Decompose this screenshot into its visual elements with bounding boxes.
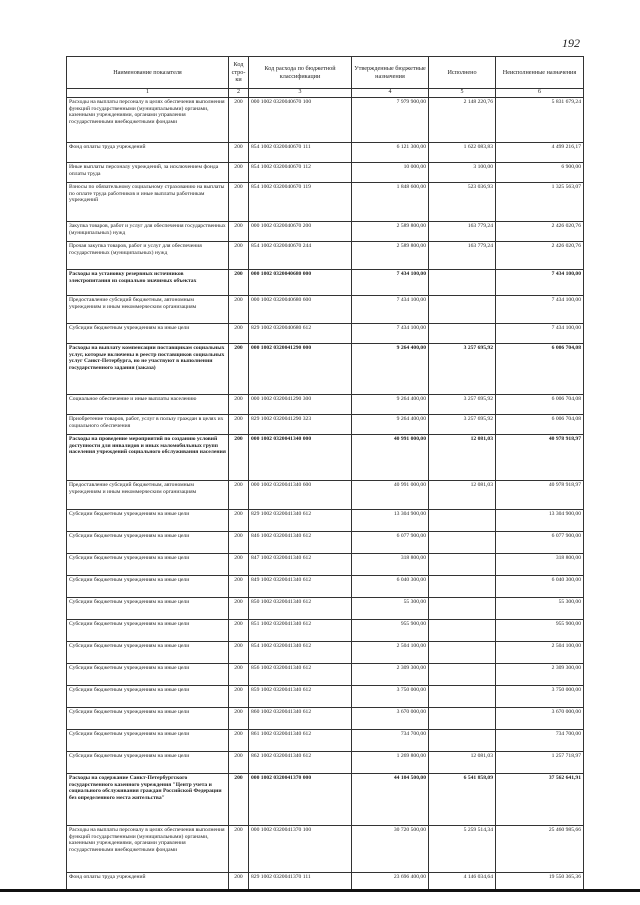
row-remaining: 55 300,00 — [496, 598, 584, 620]
row-remaining: 19 550 365,36 — [496, 873, 584, 890]
row-indicator-name: Субсидии бюджетным учреждениям на иные цели — [67, 686, 229, 708]
row-budget-code: 850 1002 0320041340 612 — [249, 598, 352, 620]
row-executed — [429, 598, 496, 620]
row-indicator-name: Взносы по обязательному социальному страхованию на выплаты по оплате труда работников и иные выплаты работникам учреждений — [67, 183, 229, 222]
row-approved: 3 670 000,00 — [352, 708, 429, 730]
row-indicator-name: Субсидии бюджетным учреждениям на иные цели — [67, 620, 229, 642]
row-line-code: 200 — [229, 183, 249, 222]
row-approved: 734 700,00 — [352, 730, 429, 752]
row-indicator-name: Субсидии бюджетным учреждениям на иные цели — [67, 708, 229, 730]
table-row — [67, 183, 584, 222]
row-line-code: 200 — [229, 324, 249, 344]
row-remaining: 2 426 020,76 — [496, 222, 584, 242]
row-indicator-name: Расходы на выплаты персоналу в целях обеспечения выполнения функций государственными (муниципальными) органами, казенными учреждениями, органами управления государственными внебюджетными фондами — [67, 826, 229, 873]
row-indicator-name: Приобретение товаров, работ, услуг в пользу граждан в целях их социального обеспечения — [67, 415, 229, 435]
row-indicator-name: Субсидии бюджетным учреждениям на иные цели — [67, 532, 229, 554]
row-indicator-name: Расходы на установку резервных источников электропитания из социально значимых объектах — [67, 270, 229, 296]
row-executed — [429, 730, 496, 752]
row-line-code: 200 — [229, 686, 249, 708]
table-row — [67, 730, 584, 752]
row-budget-code: 829 1002 0320041370 111 — [249, 873, 352, 890]
column-number-row — [67, 89, 584, 98]
row-line-code: 200 — [229, 415, 249, 435]
row-approved: 55 300,00 — [352, 598, 429, 620]
table-row — [67, 415, 584, 435]
row-executed — [429, 620, 496, 642]
row-remaining: 7 434 100,00 — [496, 324, 584, 344]
row-indicator-name: Субсидии бюджетным учреждениям на иные цели — [67, 554, 229, 576]
row-indicator-name: Субсидии бюджетным учреждениям на иные цели — [67, 730, 229, 752]
row-budget-code: 847 1002 0320041340 612 — [249, 554, 352, 576]
row-executed: 163 779,24 — [429, 222, 496, 242]
row-executed: 3 257 695,92 — [429, 395, 496, 415]
row-approved: 9 264 400,00 — [352, 344, 429, 395]
row-approved: 1 269 800,00 — [352, 752, 429, 774]
table-row — [67, 222, 584, 242]
row-line-code: 200 — [229, 270, 249, 296]
row-indicator-name: Иные выплаты персоналу учреждений, за исключением фонда оплаты труда — [67, 163, 229, 183]
page-number: 192 — [562, 36, 580, 50]
row-executed — [429, 642, 496, 664]
row-remaining: 13 304 900,00 — [496, 510, 584, 532]
row-approved: 318 800,00 — [352, 554, 429, 576]
row-approved: 3 750 000,00 — [352, 686, 429, 708]
row-budget-code: 000 1002 0320041370 100 — [249, 826, 352, 873]
row-budget-code: 000 1002 0320040680 600 — [249, 296, 352, 324]
row-remaining: 955 900,00 — [496, 620, 584, 642]
row-remaining: 6 040 300,00 — [496, 576, 584, 598]
row-indicator-name: Расходы на выплаты персоналу в целях обеспечения выполнения функций государственными (муниципальными) органами, казенными учреждениями, органами управления государственными внебюджетными фондами — [67, 98, 229, 143]
row-budget-code: 000 1002 0320041340 600 — [249, 481, 352, 510]
row-remaining: 6 900,00 — [496, 163, 584, 183]
row-indicator-name: Предоставление субсидий бюджетным, автономным учреждениям и иным некоммерческим организациям — [67, 481, 229, 510]
row-approved: 7 434 100,00 — [352, 324, 429, 344]
row-budget-code: 854 1002 0320040670 111 — [249, 143, 352, 163]
row-approved: 40 991 000,00 — [352, 481, 429, 510]
table-row — [67, 598, 584, 620]
row-remaining: 1 257 718,97 — [496, 752, 584, 774]
table-row — [67, 554, 584, 576]
row-executed: 12 081,03 — [429, 752, 496, 774]
row-remaining: 7 434 100,00 — [496, 296, 584, 324]
table-row — [67, 324, 584, 344]
row-budget-code: 000 1002 0320041340 000 — [249, 435, 352, 481]
header-budget-code: Код расхода по бюджетной классификации — [249, 57, 352, 89]
table-row — [67, 163, 584, 183]
column-number: 4 — [352, 89, 429, 98]
row-indicator-name: Фонд оплаты труда учреждений — [67, 143, 229, 163]
row-line-code: 200 — [229, 481, 249, 510]
row-line-code: 200 — [229, 598, 249, 620]
row-budget-code: 856 1002 0320041340 612 — [249, 664, 352, 686]
row-approved: 40 991 000,00 — [352, 435, 429, 481]
table-row — [67, 620, 584, 642]
row-line-code: 200 — [229, 554, 249, 576]
table-row — [67, 873, 584, 890]
table-row — [67, 481, 584, 510]
row-budget-code: 000 1002 0320041290 300 — [249, 395, 352, 415]
row-budget-code: 854 1002 0320040670 112 — [249, 163, 352, 183]
row-remaining: 7 434 100,00 — [496, 270, 584, 296]
row-line-code: 200 — [229, 296, 249, 324]
row-approved: 6 077 900,00 — [352, 532, 429, 554]
row-approved: 2 504 100,00 — [352, 642, 429, 664]
row-line-code: 200 — [229, 730, 249, 752]
row-budget-code: 829 1002 0320041290 323 — [249, 415, 352, 435]
row-approved: 6 040 300,00 — [352, 576, 429, 598]
row-approved: 23 696 400,00 — [352, 873, 429, 890]
table-row — [67, 752, 584, 774]
row-approved: 7 434 100,00 — [352, 270, 429, 296]
row-executed — [429, 686, 496, 708]
row-remaining: 4 499 216,17 — [496, 143, 584, 163]
row-line-code: 200 — [229, 826, 249, 873]
table-row — [67, 242, 584, 270]
table-row — [67, 435, 584, 481]
row-remaining: 2 309 300,00 — [496, 664, 584, 686]
table-row — [67, 532, 584, 554]
header-approved: Утвержденные бюджетные назначения — [352, 57, 429, 89]
row-remaining: 6 006 704,08 — [496, 415, 584, 435]
row-executed: 12 081,03 — [429, 435, 496, 481]
bottom-rule — [0, 889, 640, 892]
row-line-code: 200 — [229, 620, 249, 642]
row-budget-code: 829 1002 0320041340 612 — [249, 510, 352, 532]
row-approved: 6 121 300,00 — [352, 143, 429, 163]
row-remaining: 2 504 100,00 — [496, 642, 584, 664]
row-executed: 3 100,00 — [429, 163, 496, 183]
row-budget-code: 861 1002 0320041340 612 — [249, 730, 352, 752]
row-budget-code: 849 1002 0320041340 612 — [249, 576, 352, 598]
row-line-code: 200 — [229, 642, 249, 664]
row-budget-code: 860 1002 0320041340 612 — [249, 708, 352, 730]
row-line-code: 200 — [229, 242, 249, 270]
row-remaining: 2 426 020,76 — [496, 242, 584, 270]
row-approved: 2 309 300,00 — [352, 664, 429, 686]
row-approved: 1 848 600,00 — [352, 183, 429, 222]
table-row — [67, 510, 584, 532]
row-remaining: 734 700,00 — [496, 730, 584, 752]
table-header-row — [67, 57, 584, 89]
row-indicator-name: Социальное обеспечение и иные выплаты населению — [67, 395, 229, 415]
row-remaining: 5 831 679,24 — [496, 98, 584, 143]
row-executed: 3 257 695,92 — [429, 415, 496, 435]
row-remaining: 1 325 563,07 — [496, 183, 584, 222]
row-executed — [429, 296, 496, 324]
row-executed — [429, 510, 496, 532]
row-executed — [429, 532, 496, 554]
column-number: 1 — [67, 89, 229, 98]
row-indicator-name: Субсидии бюджетным учреждениям на иные цели — [67, 642, 229, 664]
row-executed — [429, 708, 496, 730]
row-budget-code: 854 1002 0320041340 612 — [249, 642, 352, 664]
row-line-code: 200 — [229, 752, 249, 774]
row-remaining: 40 978 918,97 — [496, 481, 584, 510]
row-executed: 523 036,93 — [429, 183, 496, 222]
table-row — [67, 576, 584, 598]
row-line-code: 200 — [229, 774, 249, 826]
table-row — [67, 664, 584, 686]
row-remaining: 318 800,00 — [496, 554, 584, 576]
header-executed: Исполнено — [429, 57, 496, 89]
row-line-code: 200 — [229, 222, 249, 242]
column-number: 2 — [229, 89, 249, 98]
row-executed — [429, 576, 496, 598]
row-executed: 3 257 695,92 — [429, 344, 496, 395]
row-indicator-name: Расходы на содержание Санкт-Петербургского государственного казенного учреждения "Центр учета и социального обслуживания граждан Российской Федерации без определенного места жительства" — [67, 774, 229, 826]
row-approved: 44 104 500,00 — [352, 774, 429, 826]
row-budget-code: 000 1002 0320040680 000 — [249, 270, 352, 296]
row-executed — [429, 270, 496, 296]
row-remaining: 40 978 918,97 — [496, 435, 584, 481]
row-approved: 7 434 100,00 — [352, 296, 429, 324]
row-indicator-name: Расходы на проведение мероприятий по созданию условий доступности для инвалидов и иных маломобильных групп населения учреждений социального обслуживания населения — [67, 435, 229, 481]
row-approved: 30 720 500,00 — [352, 826, 429, 873]
row-remaining: 6 006 704,08 — [496, 344, 584, 395]
row-budget-code: 854 1002 0320040670 244 — [249, 242, 352, 270]
row-approved: 13 304 900,00 — [352, 510, 429, 532]
row-remaining: 25 460 985,66 — [496, 826, 584, 873]
row-line-code: 200 — [229, 873, 249, 890]
row-executed: 1 622 083,83 — [429, 143, 496, 163]
row-budget-code: 829 1002 0320040680 612 — [249, 324, 352, 344]
row-line-code: 200 — [229, 98, 249, 143]
row-approved: 9 264 400,00 — [352, 415, 429, 435]
table-row — [67, 98, 584, 143]
row-executed — [429, 324, 496, 344]
table-row — [67, 774, 584, 826]
table-row — [67, 344, 584, 395]
header-line-code: Код стро-ки — [229, 57, 249, 89]
header-remaining: Неисполненные назначения — [496, 57, 584, 89]
row-budget-code: 000 1002 0320040670 200 — [249, 222, 352, 242]
row-line-code: 200 — [229, 576, 249, 598]
row-remaining: 37 562 641,91 — [496, 774, 584, 826]
row-indicator-name: Субсидии бюджетным учреждениям на иные цели — [67, 752, 229, 774]
row-executed: 4 146 034,64 — [429, 873, 496, 890]
row-line-code: 200 — [229, 395, 249, 415]
row-indicator-name: Предоставление субсидий бюджетным, автономным учреждениям и иным некоммерческим организациям — [67, 296, 229, 324]
row-remaining: 3 750 000,00 — [496, 686, 584, 708]
row-approved: 10 000,00 — [352, 163, 429, 183]
table-row — [67, 270, 584, 296]
row-line-code: 200 — [229, 708, 249, 730]
row-executed: 6 541 858,09 — [429, 774, 496, 826]
row-executed: 12 081,03 — [429, 481, 496, 510]
row-line-code: 200 — [229, 143, 249, 163]
row-budget-code: 846 1002 0320041340 612 — [249, 532, 352, 554]
row-line-code: 200 — [229, 163, 249, 183]
row-indicator-name: Закупка товаров, работ и услуг для обеспечения государственных (муниципальных) нужд — [67, 222, 229, 242]
row-budget-code: 859 1002 0320041340 612 — [249, 686, 352, 708]
table-body — [67, 98, 584, 890]
table-row — [67, 143, 584, 163]
row-approved: 2 589 800,00 — [352, 242, 429, 270]
row-approved: 7 979 900,00 — [352, 98, 429, 143]
row-executed — [429, 554, 496, 576]
column-number: 5 — [429, 89, 496, 98]
table-row — [67, 686, 584, 708]
row-budget-code: 862 1002 0320041340 612 — [249, 752, 352, 774]
row-budget-code: 000 1002 0320040670 100 — [249, 98, 352, 143]
row-remaining: 3 670 000,00 — [496, 708, 584, 730]
column-number: 6 — [496, 89, 584, 98]
row-executed: 2 148 220,76 — [429, 98, 496, 143]
row-executed: 163 779,24 — [429, 242, 496, 270]
row-budget-code: 000 1002 0320041290 000 — [249, 344, 352, 395]
table-row — [67, 395, 584, 415]
row-remaining: 6 077 900,00 — [496, 532, 584, 554]
row-indicator-name: Субсидии бюджетным учреждениям на иные цели — [67, 664, 229, 686]
row-budget-code: 854 1002 0320040670 119 — [249, 183, 352, 222]
row-line-code: 200 — [229, 664, 249, 686]
row-indicator-name: Фонд оплаты труда учреждений — [67, 873, 229, 890]
row-line-code: 200 — [229, 510, 249, 532]
row-executed: 5 259 514,34 — [429, 826, 496, 873]
budget-execution-table — [66, 56, 584, 890]
row-indicator-name: Субсидии бюджетным учреждениям на иные цели — [67, 510, 229, 532]
row-line-code: 200 — [229, 532, 249, 554]
header-indicator-name: Наименование показателя — [67, 57, 229, 89]
row-indicator-name: Прочая закупка товаров, работ и услуг для обеспечения государственных (муниципальных) нужд — [67, 242, 229, 270]
row-remaining: 6 006 704,08 — [496, 395, 584, 415]
row-approved: 955 900,00 — [352, 620, 429, 642]
row-approved: 9 264 400,00 — [352, 395, 429, 415]
table-row — [67, 296, 584, 324]
row-approved: 2 589 800,00 — [352, 222, 429, 242]
row-indicator-name: Расходы на выплату компенсации поставщикам социальных услуг, которые включены в реестр поставщиков социальных услуг Санкт-Петербурга, но не участвуют в выполнении государственного задания (заказа) — [67, 344, 229, 395]
row-indicator-name: Субсидии бюджетным учреждениям на иные цели — [67, 576, 229, 598]
row-executed — [429, 664, 496, 686]
row-budget-code: 851 1002 0320041340 612 — [249, 620, 352, 642]
table-row — [67, 826, 584, 873]
row-indicator-name: Субсидии бюджетным учреждениям на иные цели — [67, 324, 229, 344]
row-line-code: 200 — [229, 435, 249, 481]
table-row — [67, 642, 584, 664]
column-number: 3 — [249, 89, 352, 98]
row-indicator-name: Субсидии бюджетным учреждениям на иные цели — [67, 598, 229, 620]
row-line-code: 200 — [229, 344, 249, 395]
row-budget-code: 000 1002 0320041370 000 — [249, 774, 352, 826]
table-row — [67, 708, 584, 730]
